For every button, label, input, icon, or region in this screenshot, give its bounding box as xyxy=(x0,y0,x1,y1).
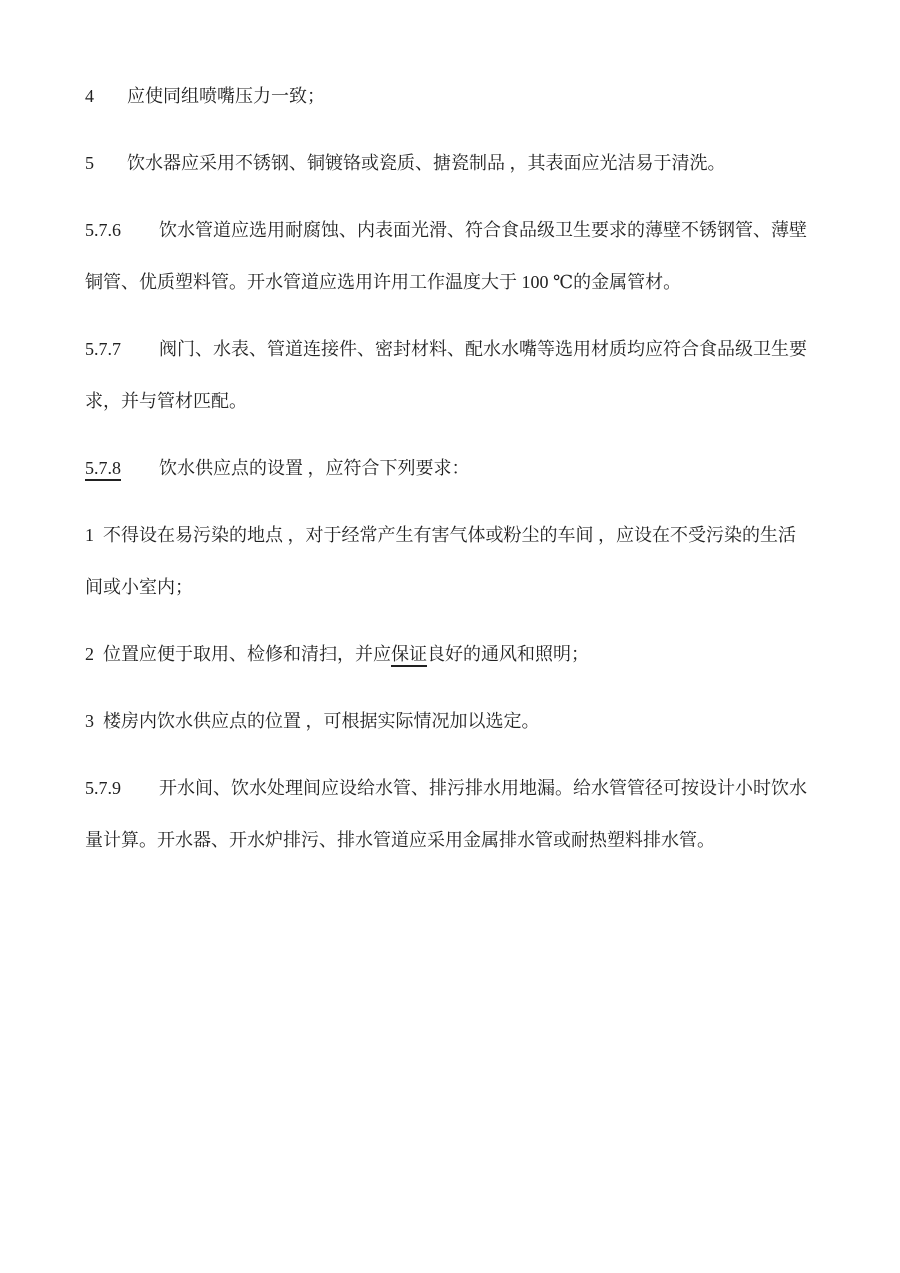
item-number: 4 xyxy=(85,86,94,106)
line-text: 阀门、水表、管道连接件、密封材料、配水水嘴等选用材质均应符合食品级卫生要 xyxy=(159,339,807,359)
subitem-number: 1 xyxy=(85,525,94,545)
line-text: 间或小室内； xyxy=(85,577,193,597)
paragraph-line xyxy=(85,561,825,613)
section-number-underlined: 5.7.8 xyxy=(85,458,121,478)
line-text: 饮水器应采用不锈钢、铜镀铬或瓷质、搪瓷制品 ，其表面应光洁易于清洗。 xyxy=(127,153,726,173)
paragraph-item-4 xyxy=(85,70,825,122)
line-text: 铜管、优质塑料管。开水管道应选用许用工作温度大于 100 ℃的金属管材。 xyxy=(85,272,682,292)
paragraph-line xyxy=(85,375,825,427)
section-number: 5.7.7 xyxy=(85,339,121,359)
paragraph-line xyxy=(85,509,825,561)
line-text: 饮水管道应选用耐腐蚀、内表面光滑、符合食品级卫生要求的薄壁不锈钢管、薄壁 xyxy=(159,220,807,240)
line-text: 饮水供应点的设置 ，应符合下列要求： xyxy=(159,458,470,478)
line-text: 楼房内饮水供应点的位置 ，可根据实际情况加以选定。 xyxy=(103,711,540,731)
paragraph-subitem-2 xyxy=(85,628,825,680)
section-number: 5.7.6 xyxy=(85,220,121,240)
paragraph-line xyxy=(85,137,825,189)
paragraph-line xyxy=(85,323,825,375)
section-number: 5.7.9 xyxy=(85,778,121,798)
paragraph-line xyxy=(85,628,825,680)
subitem-number: 3 xyxy=(85,711,94,731)
line-text: 应使同组喷嘴压力一致； xyxy=(127,86,325,106)
paragraph-section-5-7-8 xyxy=(85,442,825,494)
paragraph-subitem-3 xyxy=(85,695,825,747)
paragraph-item-5 xyxy=(85,137,825,189)
paragraph-subitem-1 xyxy=(85,509,825,613)
line-text: 不得设在易污染的地点 ，对于经常产生有害气体或粉尘的车间 ，应设在不受污染的生活 xyxy=(103,525,796,545)
paragraph-line xyxy=(85,70,825,122)
line-text: 开水间、饮水处理间应设给水管、排污排水用地漏。给水管管径可按设计小时饮水 xyxy=(159,778,807,798)
paragraph-section-5-7-6 xyxy=(85,204,825,308)
line-text: 良好的通风和照明； xyxy=(427,644,589,664)
paragraph-line xyxy=(85,814,825,866)
item-number: 5 xyxy=(85,153,94,173)
underlined-text: 保证 xyxy=(391,644,427,664)
paragraph-section-5-7-9 xyxy=(85,762,825,866)
paragraph-section-5-7-7 xyxy=(85,323,825,427)
paragraph-line xyxy=(85,204,825,256)
line-text: 量计算。开水器、开水炉排污、排水管道应采用金属排水管或耐热塑料排水管。 xyxy=(85,830,715,850)
paragraph-line xyxy=(85,695,825,747)
line-text: 位置应便于取用、检修和清扫，并应 xyxy=(103,644,391,664)
subitem-number: 2 xyxy=(85,644,94,664)
paragraph-line xyxy=(85,762,825,814)
paragraph-line xyxy=(85,256,825,308)
line-text: 求，并与管材匹配。 xyxy=(85,391,247,411)
paragraph-line xyxy=(85,442,825,494)
